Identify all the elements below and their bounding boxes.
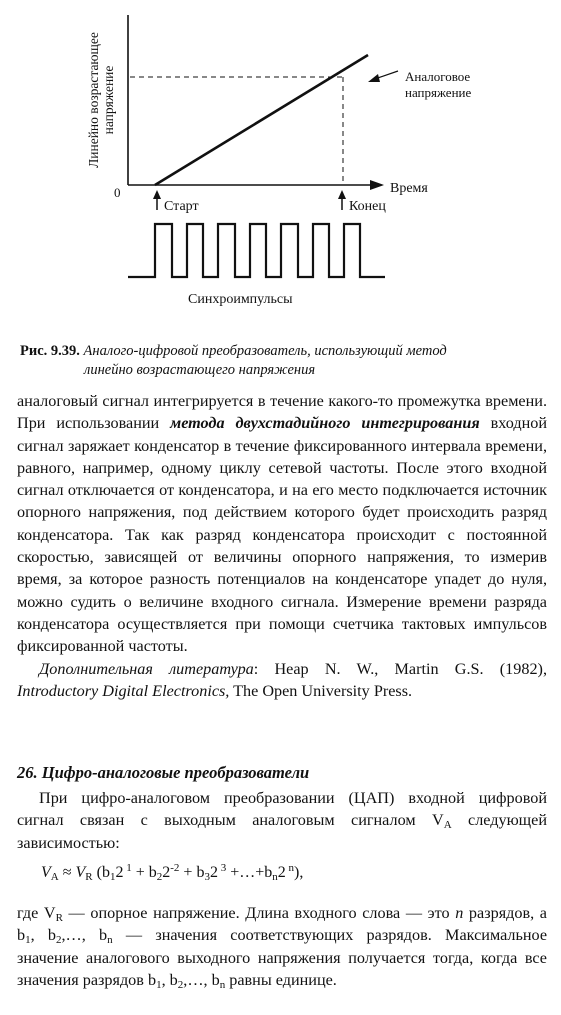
section-title: 26. Цифро-аналоговые преобразователи — [17, 763, 310, 782]
start-label: Старт — [164, 199, 199, 214]
section-intro: При цифро-аналоговом преобразовании (ЦАП) входной цифровой сигнал связан с выходным аналоговым сигналом $V_А$ следующей зависимостью: — [17, 789, 547, 852]
y-axis-label-line2: напряжение — [101, 65, 116, 135]
y-axis-label-line1: Линейно возрастающее — [86, 32, 101, 168]
end-label: Конец — [349, 199, 386, 214]
paragraph-dual-slope: аналоговый сигнал интегрируется в течение какого-то промежутка времени. При использовании метода двухстадийного интегрирования входной сигнал заряжает конденсатор в течение фиксированного интервала времени, равного, например, одному циклу сетевой частоты. После этого входной сигнал отключается от конденсатора, и на его место подключается источник опорного напряжения, под действием которого будет происходить разряд конденсатора. Так как разряд конденсатора происходит с постоянной скоростью, зависящей от величины опорного напряжения, то измерив время, за которое разность потенциалов на конденсаторе упадет до нуля, можно судить о величине входного сигнала. Измерение времени разряда конденсатора осуществляется при помощи счетчика тактовых импульсов фиксированной частоты. — [17, 392, 548, 656]
figure-caption — [20, 342, 540, 380]
analog-label-line2: напряжение — [405, 85, 472, 100]
caption-line2: линейно возрастающего напряжения — [84, 362, 316, 378]
sync-pulse-train — [128, 224, 385, 277]
dac-formula: $V_А \approx V_R$ ($b_12$ $^1 + b_22^{-2} + b_32$ $^3 +\dots+b_n2$ $^n$), — [41, 862, 304, 883]
analog-pointer-arrow-icon — [368, 74, 380, 82]
ramp-line — [155, 55, 368, 185]
figure-number: Рис. 9.39. — [20, 343, 80, 359]
x-axis-arrow-icon — [370, 180, 384, 190]
analog-label-line1: Аналоговое — [405, 69, 471, 84]
ramp-adc-figure — [0, 0, 561, 340]
pulses-label: Синхроимпульсы — [188, 292, 293, 307]
start-arrow-icon — [153, 190, 161, 199]
end-arrow-icon — [338, 190, 346, 199]
origin-label: 0 — [114, 185, 121, 200]
references: Дополнительная литература: Heap N. W., Martin G.S. (1982), Introductory Digital Electronics, The Open University Press. — [17, 659, 547, 700]
caption-line1: Аналого-цифровой преобразователь, использующий метод — [83, 343, 447, 359]
paragraph-vr: где $V_R$ — опорное напряжение. Длина входного слова — это n разрядов, а $b_1$, $b_2,\dots$, $b_n$ — значения соответствующих разрядов. Максимальное значение аналогового выходного напряжения получается тогда, когда все значения разрядов $b_1$, $b_2,\dots$, $b_n$ равны единице. — [17, 904, 547, 991]
main-text — [17, 390, 547, 702]
emphasized-term: метода двухстадийного интегрирования — [170, 414, 480, 433]
x-axis-label: Время — [390, 181, 428, 196]
